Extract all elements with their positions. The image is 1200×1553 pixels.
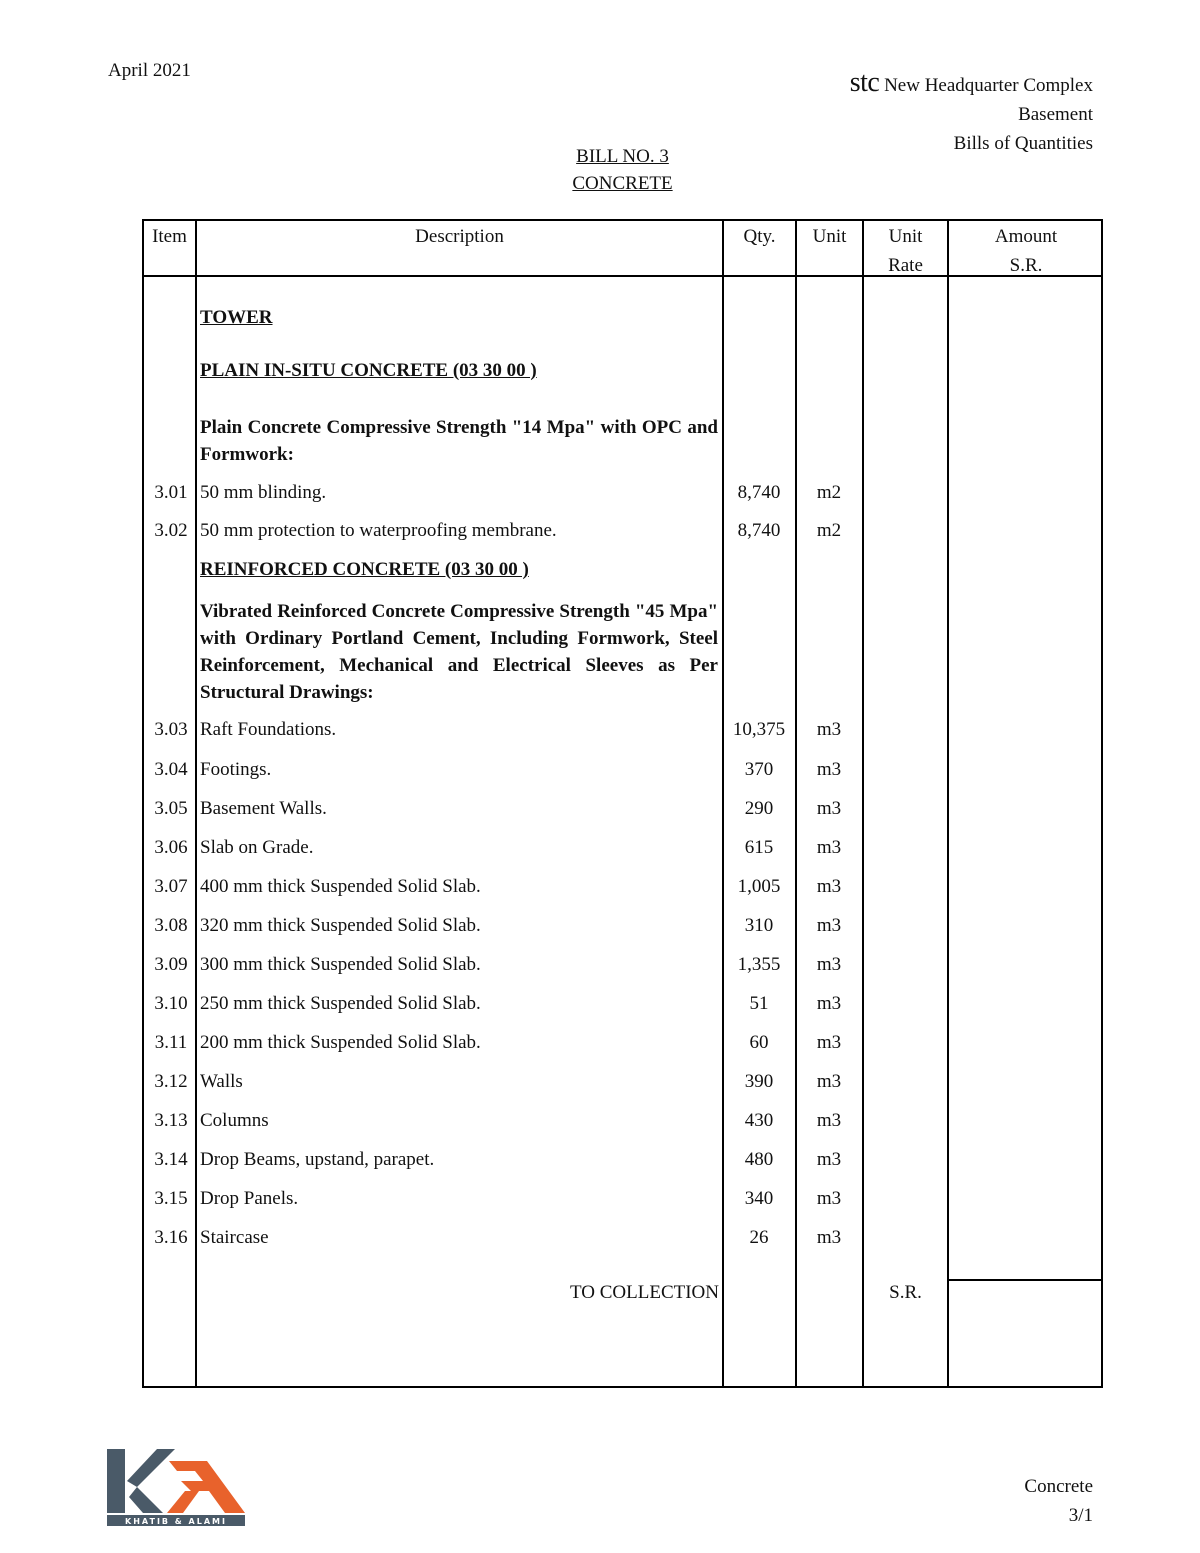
row-unit: m3	[816, 1110, 842, 1131]
row-item-number: 3.11	[154, 1032, 188, 1053]
logo-text: KHATIB & ALAMI	[125, 1517, 227, 1526]
row-item-number: 3.09	[154, 954, 188, 975]
row-item-number: 3.15	[154, 1188, 188, 1209]
row-quantity: 340	[744, 1188, 774, 1209]
collection-currency: S.R.	[889, 1282, 922, 1303]
collection-label: TO COLLECTION	[570, 1282, 719, 1303]
footer-section: Concrete	[1024, 1476, 1093, 1497]
row-description: 320 mm thick Suspended Solid Slab.	[200, 915, 481, 936]
row-quantity: 615	[744, 837, 774, 858]
row-item-number: 3.13	[154, 1110, 188, 1131]
tower-heading: TOWER	[200, 307, 273, 328]
khatib-alami-logo	[107, 1447, 245, 1527]
row-quantity: 370	[744, 759, 774, 780]
row-description: 50 mm protection to waterproofing membrane.	[200, 520, 557, 541]
row-description: 250 mm thick Suspended Solid Slab.	[200, 993, 481, 1014]
bill-title	[0, 143, 1200, 197]
row-unit: m3	[816, 1188, 842, 1209]
row-description: Walls	[200, 1071, 243, 1092]
reinforced-concrete-spec: Vibrated Reinforced Concrete Compressive Strength "45 Mpa" with Ordinary Portland Cement, Including Formwork, Steel Reinforcement, Mechanical and Electrical Sleeves as Per Structural Drawings:	[200, 601, 718, 703]
column-header-description: Description	[415, 226, 504, 247]
row-unit: m2	[816, 520, 842, 541]
row-description: 50 mm blinding.	[200, 482, 327, 503]
amount-line2: S.R.	[1009, 255, 1043, 276]
row-quantity: 51	[749, 993, 769, 1014]
bill-number: BILL NO. 3	[576, 146, 669, 167]
col-divider	[195, 221, 197, 1386]
total-divider	[947, 1279, 1101, 1281]
project-name: New Headquarter Complex	[884, 75, 1093, 96]
row-unit: m2	[816, 482, 842, 503]
row-item-number: 3.02	[154, 520, 188, 541]
row-quantity: 8,740	[737, 520, 781, 541]
row-quantity: 60	[749, 1032, 769, 1053]
section-name: Basement	[1018, 104, 1093, 125]
row-unit: m3	[816, 1149, 842, 1170]
client-brand: stc	[849, 67, 880, 98]
column-header-qty: Qty.	[743, 226, 776, 247]
unit-rate-line1: Unit	[888, 226, 923, 247]
row-quantity: 390	[744, 1071, 774, 1092]
row-quantity: 10,375	[732, 719, 786, 740]
row-unit: m3	[816, 1071, 842, 1092]
bill-name: CONCRETE	[572, 173, 673, 194]
plain-concrete-spec: Plain Concrete Compressive Strength "14 Mpa" with OPC and Formwork:	[200, 417, 718, 465]
row-unit: m3	[816, 719, 842, 740]
col-divider	[947, 221, 949, 1386]
row-description: Drop Beams, upstand, parapet.	[200, 1149, 435, 1170]
logo-k-stem	[107, 1449, 125, 1513]
row-item-number: 3.10	[154, 993, 188, 1014]
row-description: Basement Walls.	[200, 798, 327, 819]
logo-k-arm	[127, 1449, 175, 1487]
row-description: Raft Foundations.	[200, 719, 337, 740]
bill-table	[142, 219, 1103, 1388]
column-header-item: Item	[152, 226, 187, 247]
row-item-number: 3.16	[154, 1227, 188, 1248]
document-date: April 2021	[108, 60, 191, 81]
doc-type: Bills of Quantities	[953, 133, 1093, 154]
page-number: 3/1	[1068, 1505, 1093, 1526]
project-line	[850, 68, 1093, 100]
row-unit: m3	[816, 915, 842, 936]
reinforced-concrete-heading: REINFORCED CONCRETE (03 30 00 )	[200, 559, 529, 580]
row-item-number: 3.12	[154, 1071, 188, 1092]
row-quantity: 1,355	[737, 954, 781, 975]
row-quantity: 26	[749, 1227, 769, 1248]
row-unit: m3	[816, 1032, 842, 1053]
row-item-number: 3.05	[154, 798, 188, 819]
row-unit: m3	[816, 876, 842, 897]
row-unit: m3	[816, 954, 842, 975]
row-unit: m3	[816, 1227, 842, 1248]
row-item-number: 3.04	[154, 759, 188, 780]
logo-a-left	[167, 1491, 199, 1513]
row-unit: m3	[816, 798, 842, 819]
row-quantity: 8,740	[737, 482, 781, 503]
row-quantity: 310	[744, 915, 774, 936]
row-description: Staircase	[200, 1227, 269, 1248]
row-unit: m3	[816, 993, 842, 1014]
row-item-number: 3.03	[154, 719, 188, 740]
row-quantity: 290	[744, 798, 774, 819]
logo-mark	[107, 1447, 245, 1527]
row-description: Footings.	[200, 759, 272, 780]
row-description: Columns	[200, 1110, 269, 1131]
row-description: 200 mm thick Suspended Solid Slab.	[200, 1032, 481, 1053]
unit-rate-line2: Rate	[888, 255, 923, 276]
col-divider	[862, 221, 864, 1386]
amount-line1: Amount	[994, 226, 1058, 247]
row-description: Drop Panels.	[200, 1188, 299, 1209]
row-unit: m3	[816, 759, 842, 780]
logo-k-leg	[129, 1487, 163, 1513]
row-quantity: 430	[744, 1110, 774, 1131]
page-footer	[1024, 1472, 1093, 1530]
row-item-number: 3.14	[154, 1149, 188, 1170]
row-item-number: 3.08	[154, 915, 188, 936]
column-header-amount	[949, 221, 1103, 280]
row-description: Slab on Grade.	[200, 837, 314, 858]
row-description: 400 mm thick Suspended Solid Slab.	[200, 876, 481, 897]
row-description: 300 mm thick Suspended Solid Slab.	[200, 954, 481, 975]
row-item-number: 3.07	[154, 876, 188, 897]
column-header-unit: Unit	[812, 226, 847, 247]
row-quantity: 480	[744, 1149, 774, 1170]
plain-concrete-heading: PLAIN IN-SITU CONCRETE (03 30 00 )	[200, 360, 537, 381]
row-quantity: 1,005	[737, 876, 781, 897]
row-unit: m3	[816, 837, 842, 858]
row-item-number: 3.06	[154, 837, 188, 858]
column-header-unit-rate	[864, 221, 947, 280]
row-item-number: 3.01	[154, 482, 188, 503]
